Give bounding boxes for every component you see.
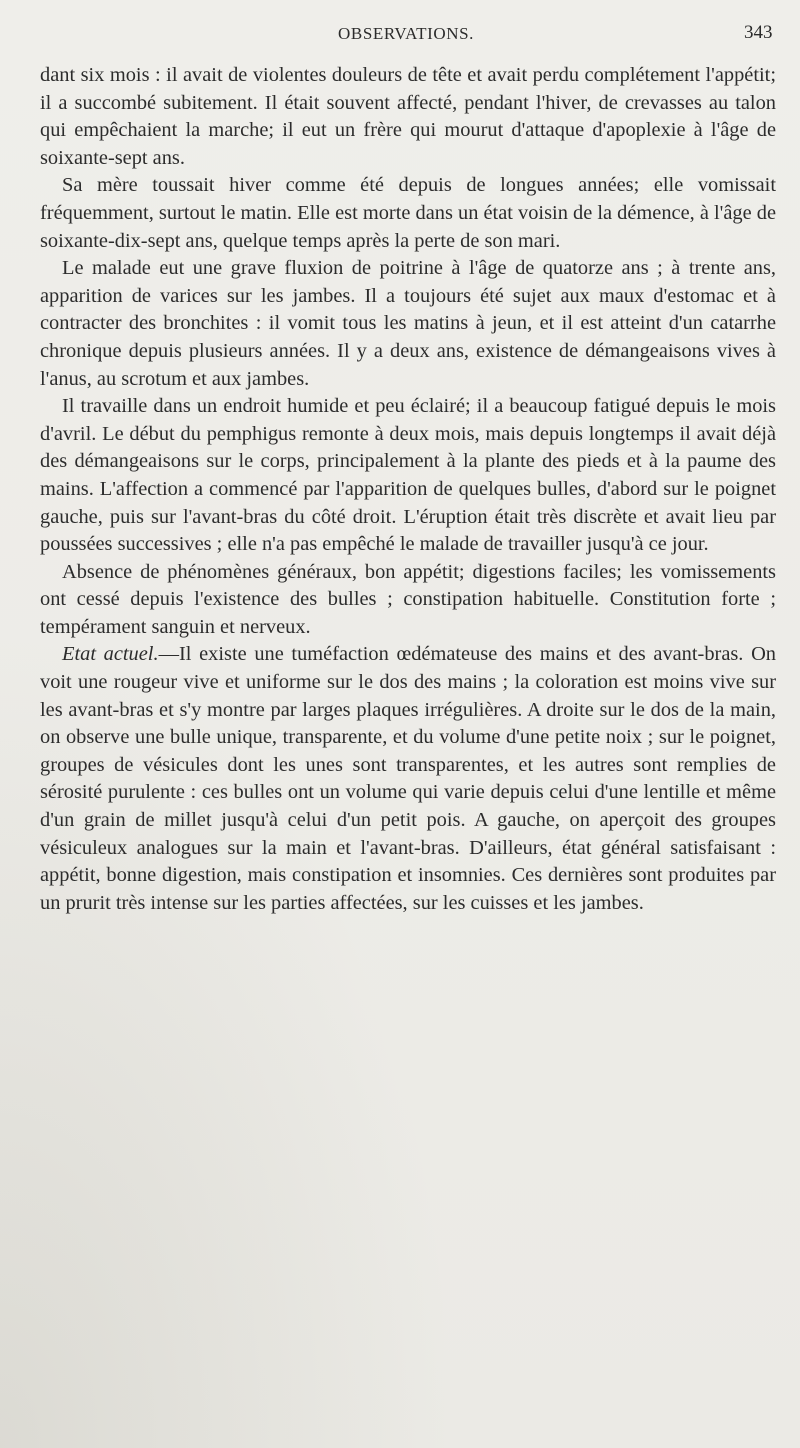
paragraph-1: dant six mois : il avait de violentes douleurs de tête et avait perdu complétement l'appétit; il a succombé subitement. Il était souvent affecté, pendant l'hiver, de crevasses au talon qui empêchaient la marche; il eut un frère qui mourut d'attaque d'apoplexie à l'âge de soixante-sept ans.: [40, 64, 776, 169]
section-lead: Etat actuel.: [62, 643, 159, 666]
running-title: OBSERVATIONS.: [338, 24, 475, 43]
page-header: [0, 24, 800, 64]
paragraph-5: Absence de phénomènes généraux, bon appétit; digestions faciles; les vomissements ont cessé depuis l'existence des bulles ; constipation habituelle. Constitution forte ; tempérament sanguin et nerveux.: [40, 560, 776, 638]
page-number: 343: [744, 22, 773, 43]
paragraph-3: Le malade eut une grave fluxion de poitrine à l'âge de quatorze ans ; à trente ans, apparition de varices sur les jambes. Il a toujours été sujet aux maux d'estomac et à contracter des bronchites : il vomit tous les matins à jeun, et il est atteint d'un catarrhe chronique depuis plusieurs années. Il y a deux ans, existence de démangeaisons vives à l'anus, au scrotum et aux jambes.: [40, 257, 776, 390]
paragraph-4: Il travaille dans un endroit humide et peu éclairé; il a beaucoup fatigué depuis le mois d'avril. Le début du pemphigus remonte à deux mois, mais depuis longtemps il avait déjà des démangeaisons sur le corps, principalement à la plante des pieds et à la paume des mains. L'affection a commencé par l'apparition de quelques bulles, d'abord sur le poignet gauche, puis sur l'avant-bras du côté droit. L'éruption était très discrète et avait lieu par poussées successives ; elle n'a pas empêché le malade de travailler jusqu'à ce jour.: [40, 395, 776, 556]
paragraph-2: Sa mère toussait hiver comme été depuis de longues années; elle vomissait fréquemment, surtout le matin. Elle est morte dans un état voisin de la démence, à l'âge de soixante-dix-sept ans, quelque temps après la perte de son mari.: [40, 174, 776, 252]
paragraph-6: [40, 641, 776, 917]
paragraph-6-text: —Il existe une tuméfaction œdémateuse des mains et des avant-bras. On voit une rougeur vive et uniforme sur le dos des mains ; la coloration est moins vive sur les avant-bras et s'y montre par larges plaques irrégulières. A droite sur le dos de la main, on observe une bulle unique, transparente, et du volume d'une petite noix ; sur le poignet, groupes de vésicules dont les unes sont transparentes, et les autres sont remplies de sérosité purulente : ces bulles ont un volume qui varie depuis celui d'une lentille et même d'un grain de millet jusqu'à celui d'un petit pois. A gauche, on aperçoit des groupes vésiculeux analogues sur la main et l'avant-bras. D'ailleurs, état général satisfaisant : appétit, bonne digestion, mais constipation et insomnies. Ces dernières sont produites par un prurit très intense sur les parties affectées, sur les cuisses et les jambes.: [40, 643, 776, 914]
body-text: [40, 62, 776, 917]
